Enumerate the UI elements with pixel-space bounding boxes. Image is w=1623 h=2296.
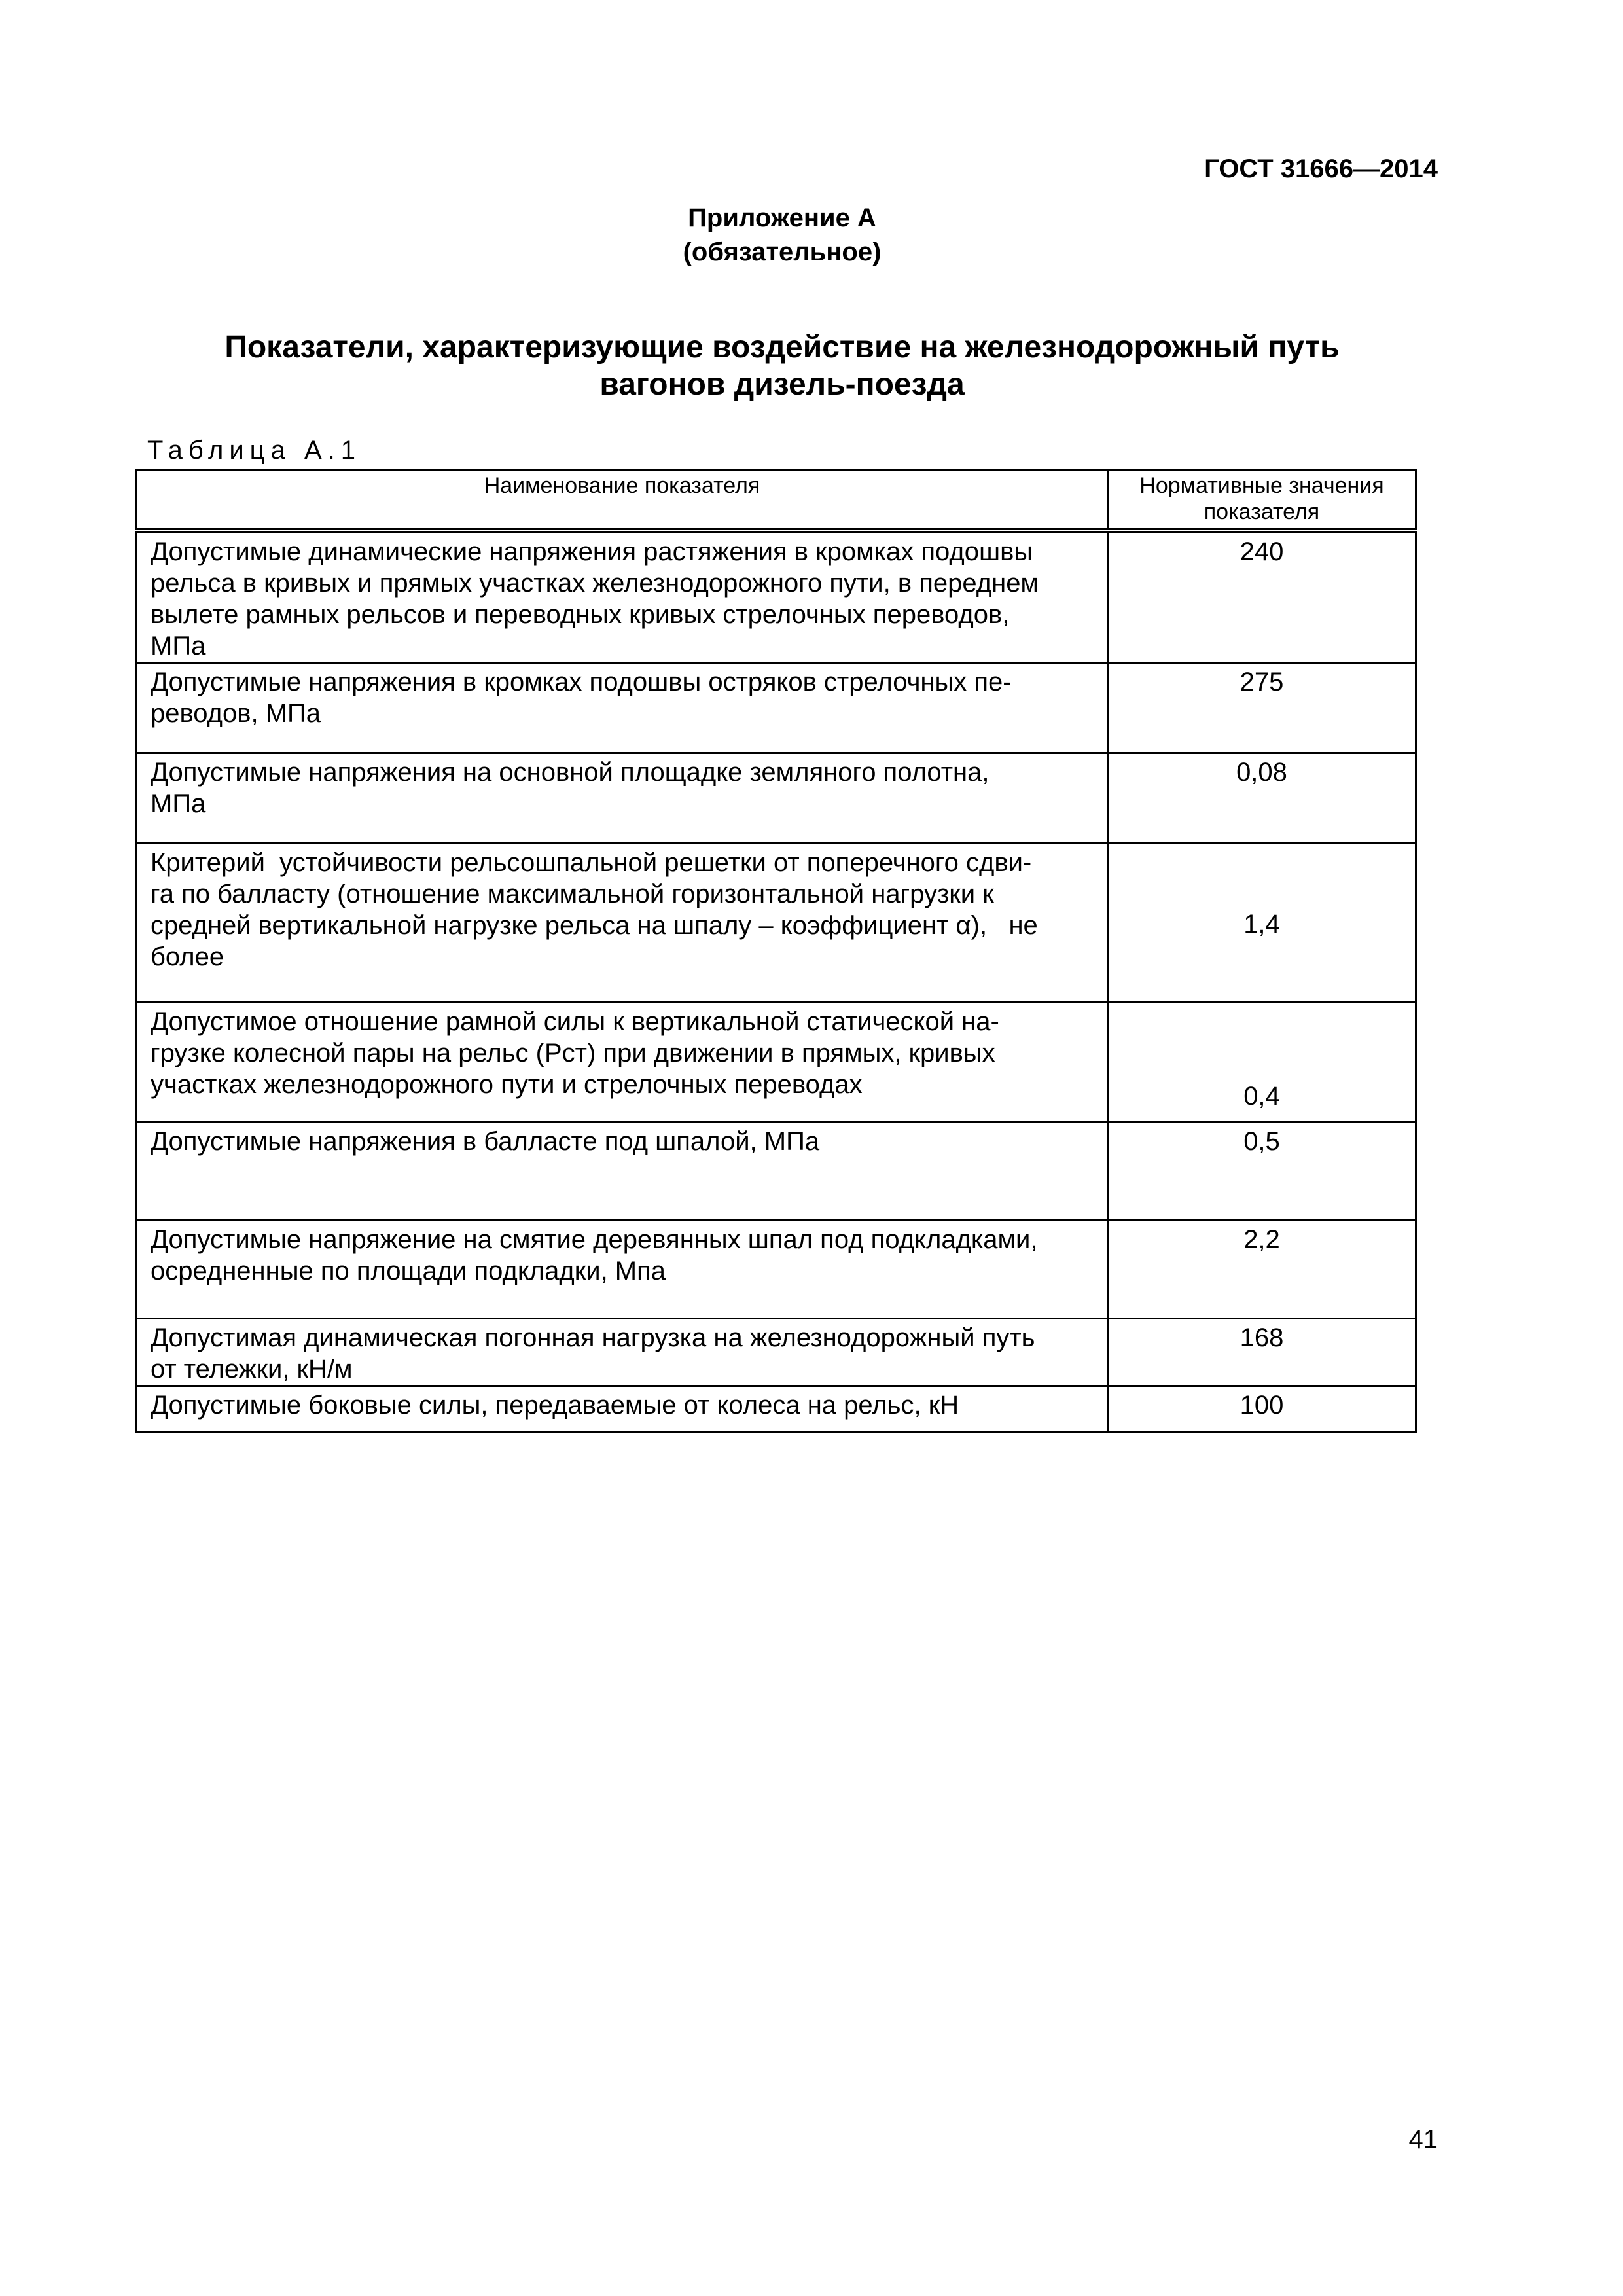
table-caption: Таблица А.1 — [147, 436, 361, 465]
name-line: вылете рамных рельсов и переводных кривых стрелочных переводов, — [151, 600, 1010, 629]
table-row — [137, 753, 1416, 843]
row-normative-value: 275 — [1108, 662, 1416, 753]
row-normative-value: 168 — [1108, 1318, 1416, 1386]
name-line: от тележки, кН/м — [151, 1354, 353, 1384]
indicators-table — [135, 469, 1417, 1433]
row-normative-value: 1,4 — [1108, 843, 1416, 1002]
row-normative-value: 0,08 — [1108, 753, 1416, 843]
page-number: 41 — [1408, 2125, 1438, 2154]
appendix-title: Приложение А — [688, 204, 876, 232]
name-line: Допустимое отношение рамной силы к вертикальной статической на- — [151, 1007, 999, 1036]
row-normative-value: 240 — [1108, 531, 1416, 663]
name-line: рельса в кривых и прямых участках железнодорожного пути, в переднем — [151, 568, 1039, 598]
name-line: га по балласту (отношение максимальной горизонтальной нагрузки к — [151, 879, 994, 908]
table-row — [137, 1220, 1416, 1318]
name-line: Допустимые напряжения в кромках подошвы остряков стрелочных пе- — [151, 667, 1012, 696]
row-normative-value: 2,2 — [1108, 1220, 1416, 1318]
row-normative-value: 0,4 — [1108, 1002, 1416, 1122]
document-code: ГОСТ 31666—2014 — [1204, 154, 1438, 183]
name-line: осредненные по площади подкладки, Мпа — [151, 1256, 666, 1285]
table-header-row — [137, 471, 1416, 531]
name-line: Допустимые напряжения в балласте под шпалой, МПа — [151, 1126, 820, 1156]
name-line: Допустимая динамическая погонная нагрузка на железнодорожный путь — [151, 1323, 1035, 1352]
row-indicator-name — [137, 662, 1108, 753]
name-line: Допустимые напряжение на смятие деревянных шпал под подкладками, — [151, 1225, 1038, 1254]
section-title-line-1: Показатели, характеризующие воздействие на железнодорожный путь — [224, 330, 1340, 365]
table-row — [137, 662, 1416, 753]
table-row — [137, 1386, 1416, 1431]
header-normative-value — [1108, 471, 1416, 531]
name-line: средней вертикальной нагрузке рельса на шпалу – коэффициент α), не — [151, 910, 1038, 940]
table-row — [137, 1318, 1416, 1386]
name-line: участках железнодорожного пути и стрелочных переводах — [151, 1069, 863, 1099]
header-value-line-2: показателя — [1204, 499, 1320, 524]
row-normative-value: 0,5 — [1108, 1122, 1416, 1220]
row-indicator-name — [137, 753, 1108, 843]
name-line: более — [151, 942, 224, 971]
name-line: МПа — [151, 631, 206, 660]
table-row — [137, 1122, 1416, 1220]
table-row — [137, 843, 1416, 1002]
name-line: грузке колесной пары на рельс (Рст) при движении в прямых, кривых — [151, 1038, 995, 1067]
name-line: Допустимые напряжения на основной площадке земляного полотна, — [151, 757, 990, 787]
header-value-line-1: Нормативные значения — [1139, 473, 1384, 498]
section-title — [0, 329, 1564, 403]
row-normative-value: 100 — [1108, 1386, 1416, 1431]
header-indicator-name — [137, 471, 1108, 531]
name-line: Допустимые динамические напряжения растяжения в кромках подошвы — [151, 537, 1033, 566]
table-row — [137, 531, 1416, 663]
name-line: реводов, МПа — [151, 698, 321, 728]
appendix-heading — [0, 201, 1564, 269]
row-indicator-name — [137, 531, 1108, 663]
header-name-label: Наименование показателя — [484, 473, 760, 498]
table-body — [137, 531, 1416, 1432]
row-indicator-name — [137, 1002, 1108, 1122]
section-title-line-2: вагонов дизель-поезда — [599, 367, 965, 402]
row-indicator-name — [137, 1318, 1108, 1386]
name-line: МПа — [151, 789, 206, 818]
appendix-status: (обязательное) — [683, 238, 882, 266]
name-line: Допустимые боковые силы, передаваемые от колеса на рельс, кН — [151, 1390, 959, 1420]
table-row — [137, 1002, 1416, 1122]
row-indicator-name — [137, 1122, 1108, 1220]
row-indicator-name — [137, 1220, 1108, 1318]
row-indicator-name — [137, 1386, 1108, 1431]
row-indicator-name — [137, 843, 1108, 1002]
name-line: Критерий устойчивости рельсошпальной решетки от поперечного сдви- — [151, 848, 1032, 877]
